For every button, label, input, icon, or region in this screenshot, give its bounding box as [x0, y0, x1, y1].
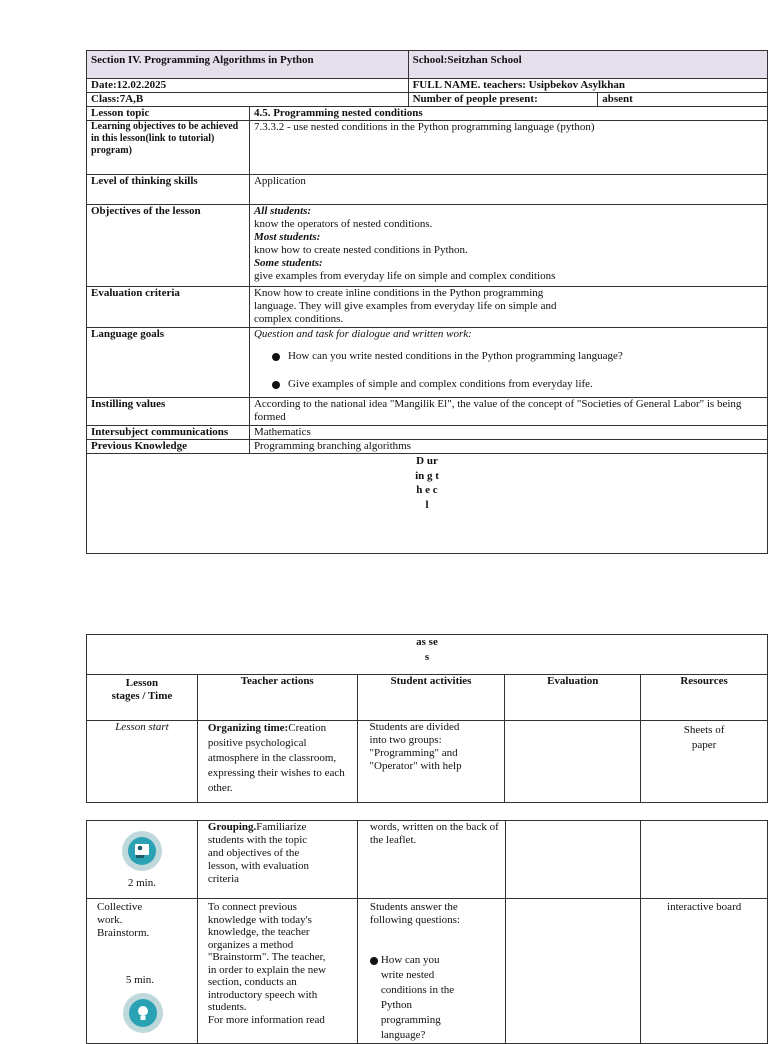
- present-count-label: Number of people present:: [408, 93, 598, 107]
- during-classes-heading: D ur in g th e cl: [415, 455, 439, 511]
- lesson-plan-header-table: [86, 50, 768, 554]
- header-student-activities: Student activities: [357, 675, 505, 721]
- teacher-action-text: To connect previous knowledge with today's knowledge, the teacher organizes a method "Brainstorm". The teacher, in order to explain the new section, conducts an introductory speech with students.: [207, 901, 327, 1013]
- all-students-objective: know the operators of nested conditions.: [253, 218, 433, 230]
- during-classes-cell-cont: [87, 635, 768, 675]
- teacher-name: FULL NAME. teachers: Usipbekov Asylkhan: [408, 79, 767, 93]
- class-name: Class:7A,B: [87, 93, 409, 107]
- row-label-values: Instilling values: [87, 398, 250, 426]
- stage-lesson-start: Lesson start: [87, 721, 198, 803]
- row-label-previous-knowledge: Previous Knowledge: [87, 440, 250, 454]
- during-classes-cell: [87, 454, 768, 554]
- absent-label: absent: [598, 93, 768, 107]
- student-activity-text: Students answer the following questions:: [369, 901, 460, 926]
- bullet-icon: [272, 353, 280, 361]
- stage-title: Collective work. Brainstorm.: [97, 901, 150, 939]
- previous-knowledge: Programming branching algorithms: [249, 440, 767, 454]
- student-activity-answer: [357, 899, 505, 1044]
- resources-sheets: Sheets of paper: [641, 721, 768, 803]
- row-label-language-goals: Language goals: [87, 328, 250, 398]
- thinking-skills: Application: [249, 175, 767, 205]
- resources-board: interactive board: [641, 899, 768, 1044]
- lesson-stages-table-cont: [86, 820, 768, 1044]
- student-activity-grouping: Students are divided into two groups: "Programming" and "Operator" with help: [357, 721, 505, 803]
- bullet-icon: [370, 957, 378, 965]
- question-bullet: [370, 953, 501, 1043]
- all-students-heading: All students:: [253, 205, 312, 217]
- evaluation-cell: [505, 899, 641, 1044]
- teacher-action-title: Organizing time:: [207, 722, 289, 734]
- stage-grouping: [87, 821, 198, 899]
- some-students-objective: give examples from everyday life on simple and complex conditions: [253, 270, 556, 282]
- teacher-action-text: Creation positive psychological atmosphere in the classroom, expressing their wishes to each other.: [207, 722, 345, 794]
- lesson-topic: 4.5. Programming nested conditions: [249, 107, 767, 121]
- teacher-action-brainstorm: [197, 899, 357, 1044]
- learning-objectives: 7.3.3.2 - use nested conditions in the Python programming language (python): [249, 121, 767, 175]
- stage-time: 5 min.: [125, 974, 154, 986]
- language-bullet: [254, 378, 763, 391]
- header-teacher-actions: Teacher actions: [197, 675, 357, 721]
- lightbulb-icon: [123, 993, 163, 1033]
- student-activity-words: words, written on the back of the leaflet.: [357, 821, 505, 899]
- teacher-action-text: Familiarize students with the topic and objectives of the lesson, with evaluation criteria: [207, 821, 309, 885]
- most-students-heading: Most students:: [253, 231, 321, 243]
- evaluation-cell: [505, 721, 641, 803]
- lesson-date: Date:12.02.2025: [87, 79, 409, 93]
- teacher-action-text-cut: For more information read: [207, 1013, 325, 1026]
- school-name: School:Seitzhan School: [408, 51, 767, 79]
- section-title: Section IV. Programming Algorithms in Python: [87, 51, 409, 79]
- row-label-thinking-skills: Level of thinking skills: [87, 175, 250, 205]
- header-evaluation: Evaluation: [505, 675, 641, 721]
- row-label-evaluation-criteria: Evaluation criteria: [87, 287, 250, 328]
- row-label-lesson-objectives: Objectives of the lesson: [87, 205, 250, 287]
- teacher-action-organizing: [197, 721, 357, 803]
- language-goals-intro: Question and task for dialogue and written work:: [253, 328, 472, 340]
- some-students-heading: Some students:: [253, 257, 323, 269]
- evaluation-criteria: Know how to create inline conditions in the Python programming language. They will give examples from everyday life on simple and complex conditions.: [249, 287, 767, 328]
- header-resources: Resources: [641, 675, 768, 721]
- row-label-topic: Lesson topic: [87, 107, 250, 121]
- language-bullet: [254, 350, 763, 363]
- question-text: How can you write nested conditions in the Python programming language?: [380, 954, 455, 1041]
- row-label-learning-objectives: Learning objectives to be achieved in this lesson(link to tutorial) program): [87, 121, 250, 175]
- teacher-action-title: Grouping.: [207, 821, 257, 833]
- header-lesson-stages: Lesson stages / Time: [87, 675, 198, 721]
- during-classes-heading-cont: as se s: [416, 636, 438, 663]
- resources-cell: [641, 821, 768, 899]
- language-bullet-text: How can you write nested conditions in the Python programming language?: [287, 350, 623, 362]
- most-students-objective: know how to create nested conditions in Python.: [253, 244, 468, 256]
- stage-brainstorm: [87, 899, 198, 1044]
- teacher-icon: [122, 831, 162, 871]
- row-label-intersubject: Intersubject communications: [87, 426, 250, 440]
- teacher-action-grouping: [197, 821, 357, 899]
- bullet-icon: [272, 381, 280, 389]
- lesson-stages-table: [86, 634, 768, 803]
- lesson-objectives: [249, 205, 767, 287]
- language-bullet-text: Give examples of simple and complex conditions from everyday life.: [287, 378, 593, 390]
- intersubject-communications: Mathematics: [249, 426, 767, 440]
- evaluation-cell: [505, 821, 641, 899]
- stage-time: 2 min.: [127, 877, 156, 889]
- instilling-values: According to the national idea "Mangilik El", the value of the concept of "Societies of General Labor" is being formed: [249, 398, 767, 426]
- language-goals: [249, 328, 767, 398]
